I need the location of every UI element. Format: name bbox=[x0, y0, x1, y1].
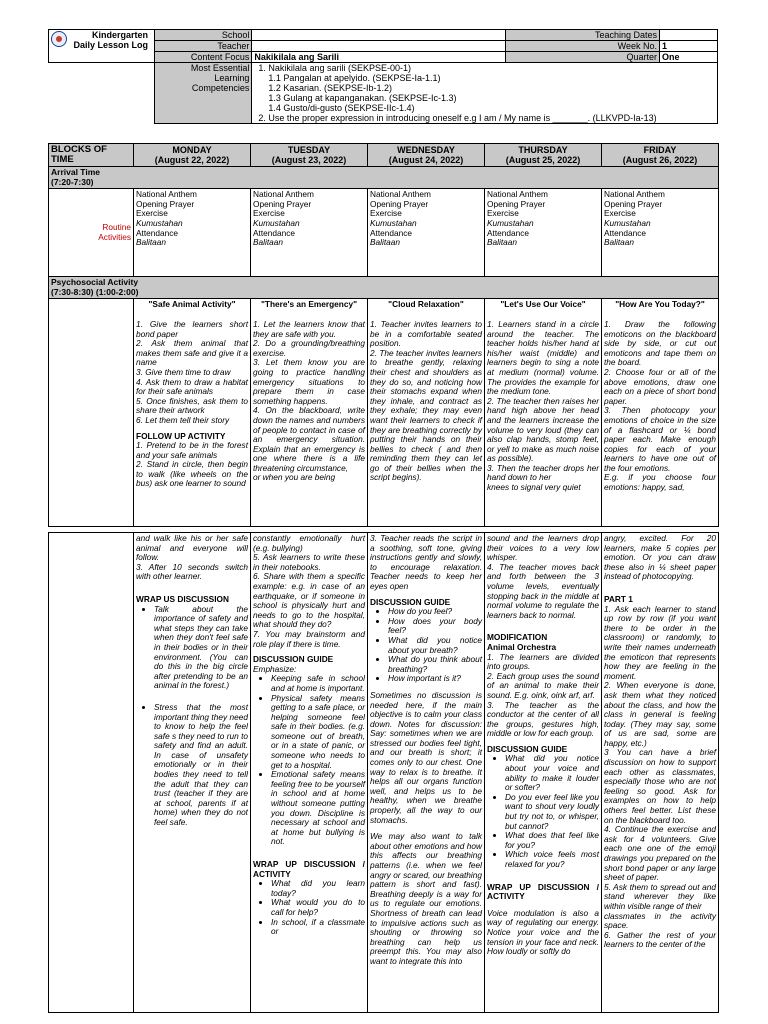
week-field[interactable]: 1 bbox=[660, 41, 718, 52]
modification-subheading: Animal Orchestra bbox=[487, 641, 557, 652]
activity-title-monday: "Safe Animal Activity" bbox=[148, 299, 236, 310]
routine-list-tuesday: National Anthem Opening Prayer Exercise Kumustahan Attendance Balitaan bbox=[251, 189, 368, 277]
days-header-row bbox=[49, 144, 719, 167]
discussion-list-tuesday bbox=[253, 674, 365, 847]
activity-title-thursday: "Let's Use Our Voice" bbox=[500, 299, 586, 310]
activities-block-cell bbox=[49, 299, 134, 527]
day-header-friday: FRIDAY (August 26, 2022) bbox=[602, 144, 719, 167]
discussion-heading-wednesday: DISCUSSION GUIDE bbox=[370, 596, 451, 607]
activity-thursday-continued: sound and the learners drop their voices to a very low whisper. 4. The teacher moves back and forth between the 3 volume levels, eventually stopping back in the middle at normal volume to regulate the learners back to normal. MODIFICATION Animal Orchestra 1. The learners are divided into groups. 2. Each group uses the sound of an animal to make their sound. E.g. oink, oink arf, arf. 3. The teacher as the conductor at the center of all the groups, gestures high, middle or low for each group. DISCUSSION GUIDE • What did you notice about your voice and ability to make it louder or softer? • Do you ever feel like you want to shout very loudly but try not to, or whisper, but cannot? • What does that feel like for you? • Which voice feels most relaxed for you? WRAP UP DISCUSSION / ACTIVITY Voice modulation is also a way of regulating our energy. Notice your voice and the tension in your face and neck. How loudly or softly do bbox=[485, 533, 602, 1013]
list-item: • How does your body feel? bbox=[388, 617, 482, 636]
routine-activities-label: Routine Activities bbox=[49, 189, 134, 277]
list-item: • Physical safety means getting to a safe place, or helping someone feel safe in their bodies. (e.g. someone out of breath, or in a state of panic, or someone who needs to get to a hospital. bbox=[271, 694, 365, 771]
quarter-field[interactable]: One bbox=[660, 52, 718, 63]
activities-block-cell-continued bbox=[49, 533, 134, 1013]
mec-label-line-2: Learning bbox=[214, 73, 250, 83]
list-item: • What do you think about breathing? bbox=[388, 655, 482, 674]
list-item: • Talk about the importance of safety and what steps they can take when they don't feel safe in their bodies or in their environment. (You can do this in the big circle after pretending to be an animal in the forest.) bbox=[154, 605, 248, 691]
school-label: School bbox=[154, 30, 252, 41]
list-item: • Stress that the most important thing they need to know to help the feel safe s they need to run to safety and find an adult. In case of unsafety emotionally or in their bodies they need to tell the adult that they can trust (teacher if they are at school, parents if at home) when they do not feel safe. bbox=[154, 703, 248, 828]
spacer-cell bbox=[49, 63, 155, 124]
activity-wednesday-continued: 3. Teacher reads the script in a soothing, soft tone, giving instructions gently and slowly, to encourage relaxation. Teacher needs to keep her eyes open DISCUSSION GUIDE • How do you feel? • How does your body feel? • What did you notice about your breath? • What do you think about breathing? • How important is it? Sometimes no discussion is needed here, if the main objective is to calm your class down. Notes for discussion: Say: sometimes when we are stressed our bodies feel tight, and our breath is short; it comes only to our chest. One way to relax is to breathe. It helps all our organs function well, and helps us to be healthy, when we breathe properly, all the way to our stomachs. We may also want to talk about other emotions and how this affects our breathing patterns (i.e. when we feel angry or scared, our breathing pattern is short and fast). Breathing deeply is a way for us to regulate our emotions. Shortness of breath can lead to impulsive actions such as shouting or throwing so breathing can help us preempt this. You may also want to integrate this into bbox=[368, 533, 485, 1013]
activities-row-page-1 bbox=[49, 299, 719, 527]
teacher-field[interactable] bbox=[252, 41, 506, 52]
competency-1-4: 1.4 Gusto/di-gusto (SEKPSE-IIc-1.4) bbox=[268, 103, 415, 113]
discussion-list-thursday bbox=[487, 754, 599, 869]
routine-list-thursday: National Anthem Opening Prayer Exercise Kumustahan Attendance Balitaan bbox=[485, 189, 602, 277]
competency-1: 1. Nakikilala ang sarili (SEKPSE-00-1) bbox=[258, 63, 411, 73]
title-line-2: Daily Lesson Log bbox=[73, 40, 149, 50]
routine-list-friday: National Anthem Opening Prayer Exercise Kumustahan Attendance Balitaan bbox=[602, 189, 719, 277]
content-focus-field[interactable]: Nakikilala ang Sarili bbox=[252, 52, 506, 63]
mec-label bbox=[154, 63, 252, 124]
activity-title-tuesday: "There's an Emergency" bbox=[260, 299, 358, 310]
day-header-tuesday: TUESDAY (August 23, 2022) bbox=[251, 144, 368, 167]
psychosocial-section-row bbox=[49, 277, 719, 299]
day-header-monday: MONDAY (August 22, 2022) bbox=[134, 144, 251, 167]
activity-tuesday: "There's an Emergency" 1. Let the learners know that they are safe with you. 2. Do a grounding/breathing exercise. 3. Let them know you are going to practice handling emergency situations to prepare them in case something happens. 4. On the blackboard, write down the names and numbers of people to contact in case of an emergency situation. Explain that an emergency is one where there is a life threatening circumstance, or when you are being bbox=[251, 299, 368, 527]
header-table bbox=[48, 29, 718, 124]
list-item: • Do you ever feel like you want to shout very loudly but try not to, or whisper, but cannot? bbox=[505, 793, 599, 831]
routine-list-monday: National Anthem Opening Prayer Exercise Kumustahan Attendance Balitaan bbox=[134, 189, 251, 277]
competency-1-3: 1.3 Gulang at kapanganakan. (SEKPSE-Ic-1.3) bbox=[268, 93, 457, 103]
activity-monday-continued: and walk like his or her safe animal and everyone will follow. 3. After 10 seconds switch with other learner. WRAP US DISCUSSION • Talk about the importance of safety and what steps they can take when they don't feel safe in their bodies or in their environment. (You can do this in the big circle after pretending to be an animal in the forest.) • Stress that the most important thing they need to know to help the feel safe s they need to run to safety and find an adult. In case of unsafety emotionally or in their bodies they need to tell the adult that they can trust (teacher if they are at school, parents if at home) when they do not feel safe. bbox=[134, 533, 251, 1013]
discussion-heading-thursday: DISCUSSION GUIDE bbox=[487, 743, 568, 754]
discussion-heading-tuesday: DISCUSSION GUIDE bbox=[253, 654, 334, 665]
activity-monday: "Safe Animal Activity" 1. Give the learners short bond paper 2. Ask them animal that makes them safe and give it a name 3. Give them time to draw 4. Ask them to draw a habitat for their safe animals 5. Once finishes, ask them to share their artwork 6. Let them tell their story FOLLOW UP ACTIVITY 1. Pretend to be in the forest and your safe animals 2. Stand in circle, then begin to walk (like wheels on the bus) ask one learner to sound bbox=[134, 299, 251, 527]
discussion-list-wednesday bbox=[370, 607, 482, 684]
modification-heading: MODIFICATION bbox=[487, 632, 548, 643]
wrap-up-list-monday bbox=[136, 605, 248, 828]
mec-label-line-1: Most Essential bbox=[190, 63, 250, 73]
page-2 bbox=[0, 532, 768, 1024]
schedule-table bbox=[48, 143, 719, 527]
day-header-wednesday: WEDNESDAY (August 24, 2022) bbox=[368, 144, 485, 167]
competency-2: 2. Use the proper expression in introducing oneself e.g I am / My name is _______. (LLKVPD-Ia-13) bbox=[258, 113, 657, 123]
schedule-table-continued bbox=[48, 532, 719, 1013]
wrap-up-heading-thursday: WRAP UP DISCUSSION / ACTIVITY bbox=[487, 881, 599, 902]
list-item: • Emotional safety means feeling free to be yourself in school and at home without someone putting you down. Discipline is necessary at school and at home but bullying is not. bbox=[271, 770, 365, 847]
deped-seal-icon bbox=[51, 31, 67, 47]
routine-list-wednesday: National Anthem Opening Prayer Exercise Kumustahan Attendance Balitaan bbox=[368, 189, 485, 277]
list-item: • What would you do to call for help? bbox=[271, 898, 365, 917]
activity-title-wednesday: "Cloud Relaxation" bbox=[388, 299, 464, 310]
competencies-cell bbox=[252, 63, 718, 124]
routine-row bbox=[49, 189, 719, 277]
wrap-up-heading-tuesday: WRAP UP DISCUSSION / ACTIVITY bbox=[253, 859, 365, 879]
arrival-time-label: Arrival Time (7:20-7:30) bbox=[49, 167, 719, 189]
week-label: Week No. bbox=[506, 41, 660, 52]
title-cell bbox=[49, 30, 155, 63]
teacher-label: Teacher bbox=[154, 41, 252, 52]
activity-friday: "How Are You Today?" 1. Draw the following emoticons on the blackboard side by side, or cut out emoticons and tape them on the board. 2. Choose four or all of the above emotions, draw one each on a piece of short bond paper. 3. Then photocopy your emotions of choice in the size of a flashcard or ¼ bond paper each. Make enough copies for each of your learners to have one out of the four emotions. E.g. if you choose four emotions: happy, sad, bbox=[602, 299, 719, 527]
list-item: • Keeping safe in school and at home is important. bbox=[271, 674, 365, 693]
activity-tuesday-continued: constantly emotionally hurt (e.g. bullying) 5. Ask learners to write these in their notebooks. 6. Share with them a specific example: e.g. in case of an earthquake, or if someone in school is physically hurt and needs to go to the hospital, what should they do? 7. You may brainstorm and role play if there is time. DISCUSSION GUIDE Emphasize: • Keeping safe in school and at home is important. • Physical safety means getting to a safe place, or helping someone feel safe in their bodies. (e.g. someone out of breath, or in a state of panic, or someone who needs to get to a hospital. • Emotional safety means feeling free to be yourself in school and at home without someone putting you down. Discipline is necessary at school and at home but bullying is not. WRAP UP DISCUSSION / ACTIVITY • What did you learn today? • What would you do to call for help? • In school, if a classmate or bbox=[251, 533, 368, 1013]
wrap-up-heading-monday: WRAP US DISCUSSION bbox=[136, 593, 229, 604]
day-header-thursday: THURSDAY (August 25, 2022) bbox=[485, 144, 602, 167]
mec-label-line-3: Competencies bbox=[191, 83, 250, 93]
activity-title-friday: "How Are You Today?" bbox=[615, 299, 705, 310]
title-line-1: Kindergarten bbox=[92, 30, 149, 40]
list-item: • Which voice feels most relaxed for you? bbox=[505, 850, 599, 869]
quarter-label: Quarter bbox=[506, 52, 660, 63]
arrival-section-row bbox=[49, 167, 719, 189]
list-item: • In school, if a classmate or bbox=[271, 918, 365, 937]
activity-wednesday: "Cloud Relaxation" 1. Teacher invites learners to be in a comfortable seated position. 2. The teacher invites learners to breathe gently, relaxing their chest and shoulders as they do so, and noticing how their stomachs expand when they inhale, and contract as they exhale; they may even want their learners to check if they are breathing correctly by putting their hands on their bellies to check ( and then reminding them they can let go of their bellies when the script begins). bbox=[368, 299, 485, 527]
activity-thursday: "Let's Use Our Voice" 1. Learners stand in a circle around the teacher. The teacher holds his/her hand at his/her waist (middle) and learners begin to sing a note at medium (normal) volume. The provides the example for the medium tone. 2. The teacher then raises her hand high above her head and the learners increase the volume to very loud (they can also clap hands, stomp feet, or yell to make as much noise as possible). 3. Then the teacher drops her hand down to her knees to signal very quiet bbox=[485, 299, 602, 527]
competency-1-1: 1.1 Pangalan at apelyido. (SEKPSE-Ia-1.1) bbox=[268, 73, 441, 83]
content-focus-label: Content Focus bbox=[154, 52, 252, 63]
wrap-up-list-tuesday bbox=[253, 879, 365, 937]
list-item: • How important is it? bbox=[388, 674, 482, 684]
competency-1-2: 1.2 Kasarian. (SEKPSE-Ib-1.2) bbox=[268, 83, 392, 93]
activity-friday-continued: angry, excited. For 20 learners, make 5 copies per emotion. Or you can draw these also in ¼ sheet paper instead of photocopying. PART 1 1. Ask each learner to stand up row by row (if you want there to be order in the classroom) or randomly, to write their names underneath the emoticon that represents how they are feeling in the moment. 2. When everyone is done, ask them what they noticed about the class, and how the class in general is feeling today. (They may say, some of us are sad, some are happy, etc.) 3 You can have a brief discussion on how to support each other as classmates, especially those who are not feeling so good. Ask for examples on how to help others feel better. List these on the blackboard too. 4. Continue the exercise and ask for 4 volunteers. Give each one one of the emoji drawings you prepared on the short bond paper or any large sheet of paper. 5. Ask them to spread out and stand wherever they like within visible range of their classmates in the activity space. 6. Gather the rest of your learners to the center of the bbox=[602, 533, 719, 1013]
list-item: • What did you notice about your breath? bbox=[388, 636, 482, 655]
activities-row-page-2 bbox=[49, 533, 719, 1013]
school-field[interactable] bbox=[252, 30, 506, 41]
follow-up-heading: FOLLOW UP ACTIVITY bbox=[136, 430, 226, 441]
psychosocial-label: Psychosocial Activity (7:30-8:30) (1:00-2:00) bbox=[49, 277, 719, 299]
list-item: • How do you feel? bbox=[388, 607, 482, 617]
list-item: • What did you learn today? bbox=[271, 879, 365, 898]
log-title bbox=[74, 30, 149, 50]
list-item: • What did you notice about your voice and ability to make it louder or softer? bbox=[505, 754, 599, 792]
list-item: • What does that feel like for you? bbox=[505, 831, 599, 850]
blocks-of-time-header: BLOCKS OF TIME bbox=[49, 144, 134, 167]
teaching-dates-field[interactable] bbox=[660, 30, 718, 41]
part-1-heading: PART 1 bbox=[604, 593, 633, 604]
teaching-dates-label: Teaching Dates bbox=[506, 30, 660, 41]
